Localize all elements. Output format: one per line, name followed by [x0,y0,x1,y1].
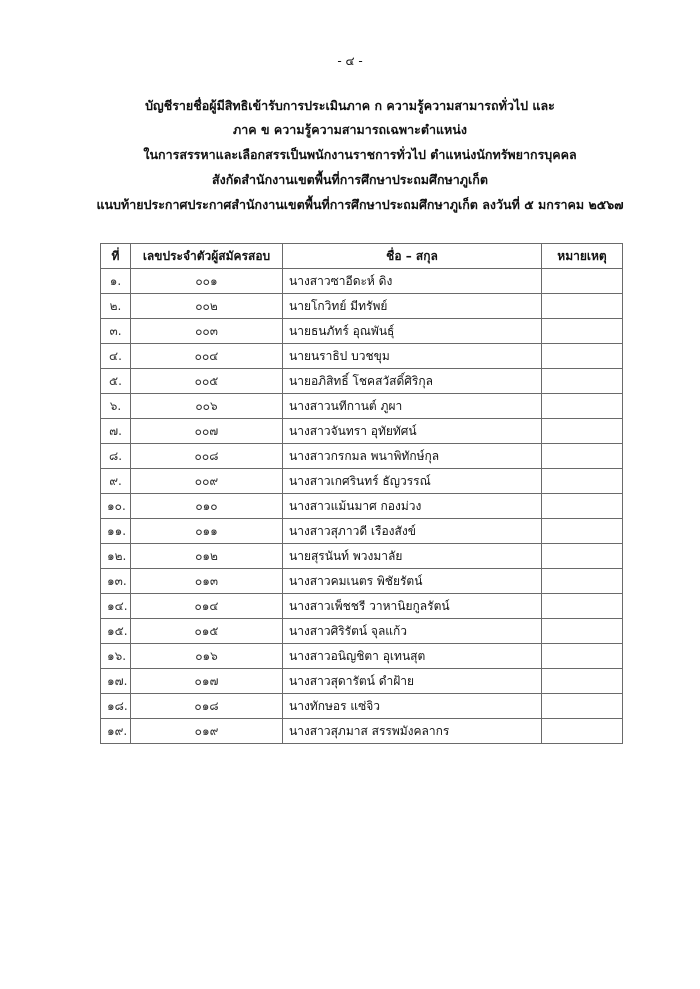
row-number: ๒. [101,294,131,319]
title-line-2: ภาค ข ความรู้ความสามารถเฉพาะตำแหน่ง [233,122,467,137]
remarks [542,694,623,719]
full-name: นางสาวกรกมล พนาพิทักษ์กุล [283,444,542,469]
candidate-id: ๐๑๐ [131,494,283,519]
full-name: นางสาวเพ็ชชรี วาหานิยกูลรัตน์ [283,594,542,619]
full-name: นายธนภัทร์ อุณพันธุ์ [283,319,542,344]
row-number: ๘. [101,444,131,469]
table-row [101,694,623,719]
row-number: ๗. [101,419,131,444]
remarks [542,294,623,319]
header-candidate-id: เลขประจำตัวผู้สมัครสอบ [131,244,283,269]
row-number: ๑๓. [101,569,131,594]
row-number: ๓. [101,319,131,344]
candidate-id: ๐๑๖ [131,644,283,669]
row-number: ๑๗. [101,669,131,694]
table-row [101,444,623,469]
full-name: นางทักษอร แซ่จิว [283,694,542,719]
table-row [101,369,623,394]
candidate-id: ๐๐๑ [131,269,283,294]
remarks [542,519,623,544]
row-number: ๑๖. [101,644,131,669]
candidate-id: ๐๑๗ [131,669,283,694]
row-number: ๕. [101,369,131,394]
remarks [542,269,623,294]
candidate-id: ๐๐๔ [131,344,283,369]
full-name: นางสาวนทีกานต์ ภูผา [283,394,542,419]
table-row [101,544,623,569]
table-row [101,669,623,694]
row-number: ๑๔. [101,594,131,619]
table-row [101,619,623,644]
row-number: ๑๙. [101,719,131,744]
remarks [542,444,623,469]
remarks [542,669,623,694]
row-number: ๑๑. [101,519,131,544]
row-number: ๑๘. [101,694,131,719]
full-name: นางสาวซาอีดะห์ ดิง [283,269,542,294]
remarks [542,469,623,494]
row-number: ๙. [101,469,131,494]
full-name: นายนราธิป บวชขุม [283,344,542,369]
header-no: ที่ [101,244,131,269]
candidate-id: ๐๑๑ [131,519,283,544]
header-remarks: หมายเหตุ [542,244,623,269]
table-row [101,294,623,319]
row-number: ๑๕. [101,619,131,644]
remarks [542,544,623,569]
table-row [101,594,623,619]
row-number: ๔. [101,344,131,369]
remarks [542,419,623,444]
full-name: นางสาวคมเนตร พิชัยรัตน์ [283,569,542,594]
table-row [101,569,623,594]
table-row [101,344,623,369]
table-row [101,394,623,419]
title-line-3: ในการสรรหาและเลือกสรรเป็นพนักงานราชการทั่วไป ตำแหน่งนักทรัพยากรบุคคล [143,147,577,162]
full-name: นายสุรนันท์ พวงมาลัย [283,544,542,569]
full-name: นางสาวแม้นมาศ กองม่วง [283,494,542,519]
title-line-5: แนบท้ายประกาศประกาศสำนักงานเขตพื้นที่การศึกษาประถมศึกษาภูเก็ต ลงวันที่ ๕ มกราคม ๒๕๖๗ [96,197,624,212]
candidate-id: ๐๐๙ [131,469,283,494]
candidate-id: ๐๑๙ [131,719,283,744]
remarks [542,394,623,419]
full-name: นายโกวิทย์ มีทรัพย์ [283,294,542,319]
remarks [542,644,623,669]
candidate-id: ๐๑๕ [131,619,283,644]
table-row [101,519,623,544]
candidate-id: ๐๐๕ [131,369,283,394]
table-header-row [101,244,623,269]
full-name: นางสาวอนิญชิตา อุเทนสุต [283,644,542,669]
candidate-id: ๐๐๗ [131,419,283,444]
row-number: ๑๒. [101,544,131,569]
candidate-id: ๐๑๒ [131,544,283,569]
title-line-1: บัญชีรายชื่อผู้มีสิทธิเข้ารับการประเมินภาค ก ความรู้ความสามารถทั่วไป และ [145,98,555,113]
full-name: นางสาวสุภมาส สรรพมังคลากร [283,719,542,744]
remarks [542,619,623,644]
title-line-4: สังกัดสำนักงานเขตพื้นที่การศึกษาประถมศึกษาภูเก็ต [211,172,488,187]
remarks [542,494,623,519]
candidate-id: ๐๐๒ [131,294,283,319]
page-number: - ๔ - [337,54,363,68]
row-number: ๑๐. [101,494,131,519]
candidate-id: ๐๐๘ [131,444,283,469]
table-row [101,469,623,494]
candidate-id: ๐๑๔ [131,594,283,619]
candidate-id: ๐๑๘ [131,694,283,719]
table-row [101,719,623,744]
row-number: ๑. [101,269,131,294]
table-row [101,319,623,344]
full-name: นางสาวเกศรินทร์ ธัญวรรณ์ [283,469,542,494]
table-row [101,419,623,444]
candidate-id: ๐๐๓ [131,319,283,344]
table-row [101,269,623,294]
remarks [542,594,623,619]
row-number: ๖. [101,394,131,419]
remarks [542,369,623,394]
remarks [542,569,623,594]
table-row [101,494,623,519]
full-name: นางสาวศิริรัตน์ จุลแก้ว [283,619,542,644]
candidate-id: ๐๐๖ [131,394,283,419]
table-row [101,644,623,669]
full-name: นางสาวสุดารัตน์ ดำฝ้าย [283,669,542,694]
remarks [542,319,623,344]
full-name: นางสาวสุภาวดี เรืองสังข์ [283,519,542,544]
candidate-table [100,243,623,744]
candidate-id: ๐๑๓ [131,569,283,594]
remarks [542,719,623,744]
remarks [542,344,623,369]
header-full-name: ชื่อ – สกุล [283,244,542,269]
full-name: นายอภิสิทธิ์ โชคสวัสดิ์ศิริกุล [283,369,542,394]
full-name: นางสาวจันทรา อุทัยทัศน์ [283,419,542,444]
